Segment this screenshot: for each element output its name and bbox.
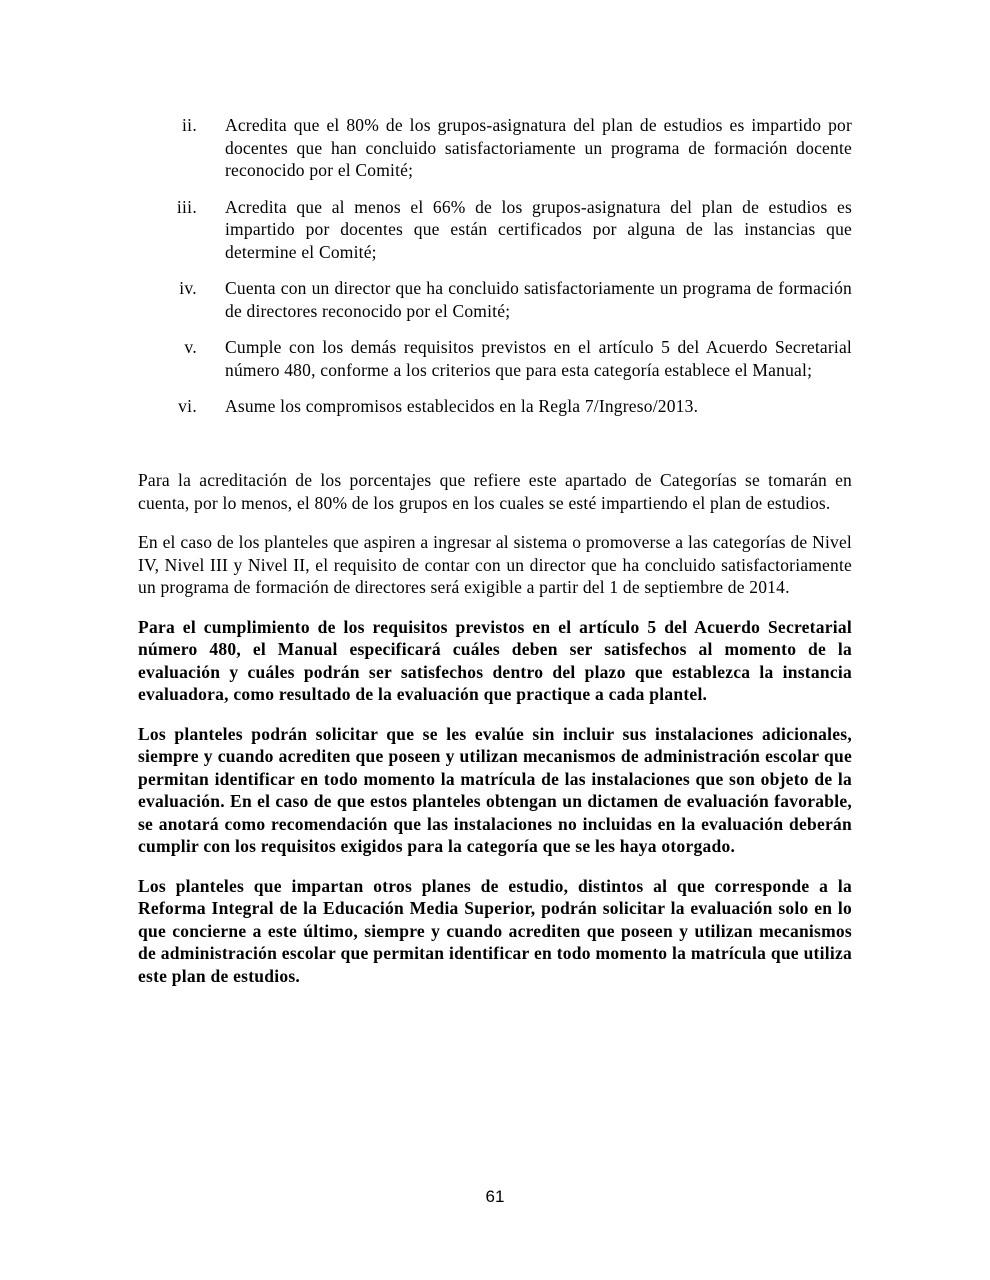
body-paragraphs xyxy=(138,469,852,1004)
paragraph-other-plans: Los planteles que impartan otros planes de estudio, distintos al que corresponde a la Reforma Integral de la Educación Media Superior, podrán solicitar la evaluación solo en lo que concierne a este último, siempre y cuando acrediten que poseen y utilizan mecanismos de administración escolar que permitan identificar en todo momento la matrícula que utiliza este plan de estudios. xyxy=(138,875,852,986)
list-item xyxy=(138,277,852,322)
list-item-text: Acredita que al menos el 66% de los grupos-asignatura del plan de estudios es impartido por docentes que están certificados por alguna de las instancias que determine el Comité; xyxy=(225,196,852,262)
list-item xyxy=(138,196,852,264)
paragraph-manual: Para el cumplimiento de los requisitos previstos en el artículo 5 del Acuerdo Secretarial número 480, el Manual especificará cuáles deben ser satisfechos al momento de la evaluación y cuáles podrán ser satisfechos dentro del plazo que establezca la instancia evaluadora, como resultado de la evaluación que practique a cada plantel. xyxy=(138,616,852,704)
list-item-text: Acredita que el 80% de los grupos-asignatura del plan de estudios es impartido por docentes que han concluido satisfactoriamente un programa de formación docente reconocido por el Comité; xyxy=(225,115,852,180)
list-item-text: Cuenta con un director que ha concluido satisfactoriamente un programa de formación de directores reconocido por el Comité; xyxy=(225,278,852,321)
paragraph-directors: En el caso de los planteles que aspiren a ingresar al sistema o promoverse a las categorías de Nivel IV, Nivel III y Nivel II, el requisito de contar con un director que ha concluido satisfactoriamente un programa de formación de directores será exigible a partir del 1 de septiembre de 2014. xyxy=(138,532,852,597)
list-marker: ii. xyxy=(182,115,197,135)
list-item-text: Asume los compromisos establecidos en la Regla 7/Ingreso/2013. xyxy=(225,396,699,416)
list-item xyxy=(138,395,852,418)
list-marker: iv. xyxy=(179,278,197,298)
paragraph-additional-facilities: Los planteles podrán solicitar que se les evalúe sin incluir sus instalaciones adicionales, siempre y cuando acrediten que poseen y utilizan mecanismos de administración escolar que permitan identificar en todo momento la matrícula de las instalaciones que son objeto de la evaluación. En el caso de que estos planteles obtengan un dictamen de evaluación favorable, se anotará como recomendación que las instalaciones no incluidas en la evaluación deberán cumplir con los requisitos exigidos para la categoría que se les haya otorgado. xyxy=(138,723,852,856)
page-number: 61 xyxy=(485,1187,505,1206)
list-item xyxy=(138,336,852,381)
requirements-list xyxy=(138,114,852,432)
list-marker: v. xyxy=(184,337,197,357)
list-item xyxy=(138,114,852,182)
list-item-text: Cumple con los demás requisitos previstos en el artículo 5 del Acuerdo Secretarial número 480, conforme a los criterios que para esta categoría establece el Manual; xyxy=(225,337,852,380)
list-marker: iii. xyxy=(176,196,197,217)
list-marker: vi. xyxy=(178,396,197,416)
paragraph-percentages: Para la acreditación de los porcentajes que refiere este apartado de Categorías se tomarán en cuenta, por lo menos, el 80% de los grupos en los cuales se esté impartiendo el plan de estudios. xyxy=(138,470,852,513)
